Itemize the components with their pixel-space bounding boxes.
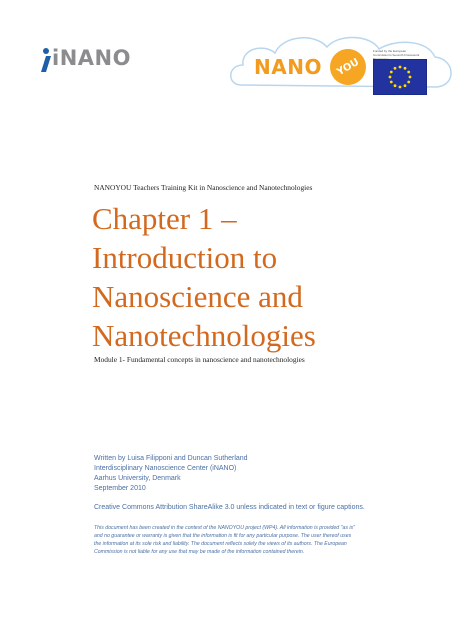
credit-university: Aarhus University, Denmark — [94, 475, 181, 482]
you-badge-text: YOU — [335, 56, 361, 78]
chapter-title-line: Nanotechnologies — [92, 318, 316, 353]
eu-flag-icon — [373, 59, 427, 95]
disclaimer-line: Commission is not liable for any use that may be made of the information contained therein. — [94, 549, 305, 555]
chapter-title-line: Nanoscience and — [92, 279, 303, 314]
chapter-title-line: Chapter 1 – — [92, 201, 237, 236]
chapter-title-line: Introduction to — [92, 240, 278, 275]
license-notice: Creative Commons Attribution ShareAlike 3.0 unless indicated in text or figure captions. — [94, 504, 365, 511]
eu-stars-icon — [374, 60, 426, 94]
disclaimer-line: This document has been created in the context of the NANOYOU project (WP4). All information is provided "as is" — [94, 525, 355, 531]
credit-date: September 2010 — [94, 485, 146, 492]
nano-logo-text: NANO — [254, 55, 322, 79]
disclaimer-line: and no guarantee or warranty is given that the information is fit for any particular purpose. The user thereof uses — [94, 533, 352, 539]
disclaimer-block — [94, 524, 394, 556]
eu-funding-caption: Funded by the European Commission's Seventh Framework — [373, 49, 420, 57]
disclaimer-line: the information at its sole risk and liability. The document reflects solely the views of its authors. The European — [94, 541, 347, 547]
nanoyou-logo — [223, 27, 459, 97]
credit-authors: Written by Luisa Filipponi and Duncan Sutherland — [94, 455, 248, 462]
inano-logo-text: iNANO — [52, 46, 131, 70]
credit-institution: Interdisciplinary Nanoscience Center (iNANO) — [94, 465, 237, 472]
chapter-title — [92, 199, 462, 355]
kit-title: NANOYOU Teachers Training Kit in Nanoscience and Nanotechnologies — [94, 183, 313, 192]
inano-logo — [38, 46, 148, 76]
module-subtitle: Module 1- Fundamental concepts in nanoscience and nanotechnologies — [94, 355, 305, 364]
credits-block — [94, 454, 248, 494]
